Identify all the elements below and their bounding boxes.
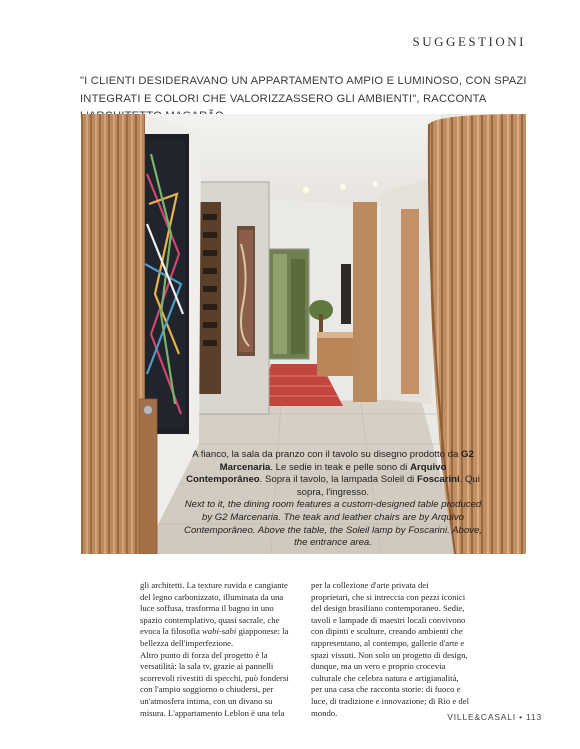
body-paragraph-2: Altro punto di forza del progetto è la versatilità: la sala tv, grazie ai pannelli scorrevoli rivestiti di specchi, può fondersi con l'ampio soggiorno o chiudersi, per un'atmosfera intima, con un divano su misura. L'appartamento Leblon è una tela [140,649,289,718]
body-column-1 [140,580,298,719]
body-column-2 [311,580,469,719]
body-paragraph-3: per la collezione d'arte privata dei proprietari, che si intreccia con pezzi iconici del design brasiliano contemporaneo. Sedie, tavoli e lampade di maestri locali convivono con dipinti e sculture, creando ambienti che rappresentano, al contempo, gallerie d'arte e spazi vissuti. Non solo un progetto di design, dunque, ma un vero e proprio crocevia culturale che celebra natura e artigianalità, per una casa che racconta storie: di fuoco e luce, di tradizione e innovazione; di Rio e del mondo. [311,580,470,718]
body-paragraph-1: gli architetti. La texture ruvida e cangiante del legno carbonizzato, illuminata da una luce soffusa, trasforma il bagno in uno spazio contemplativo, quasi sacrale, che evoca la filosofia wabi-sabi giapponese: la bellezza dell'imperfezione. [140,580,289,648]
caption-english: Next to it, the dining room features a custom-designed table produced by G2 Marcenaria. The teak and leather chairs are by Arquivo Contemporâneo. Above the table, the Soleil lamp by Foscarini. Above, the entrance area. [184,499,482,549]
term-wabi-sabi: wabi-sabi [202,626,237,637]
caption-brand-arquivo: Arquivo Contemporâneo [186,461,447,486]
caption-italian: A fianco, la sala da pranzo con il tavolo su disegno prodotto da G2 Marcenaria. Le sedie in teak e pelle sono di Arquivo Contemporâneo. Sopra il tavolo, la lampada Soleil di Foscarini. Qui sopra, l'ingresso. [186,449,480,498]
caption-brand-g2: G2 Marcenaria [219,449,474,473]
page-folio: VILLE&CASALI • 113 [447,712,542,722]
pull-quote: "I CLIENTI DESIDERAVANO UN APPARTAMENTO AMPIO E LUMINOSO, CON SPAZI INTEGRATI E COLORI CHE VALORIZZASSERO GLI AMBIENTI", RACCONTA [80,75,527,105]
section-title: SUGGESTIONI [412,34,526,49]
photo-caption [183,449,483,550]
caption-brand-foscarini: Foscarini [416,474,460,486]
